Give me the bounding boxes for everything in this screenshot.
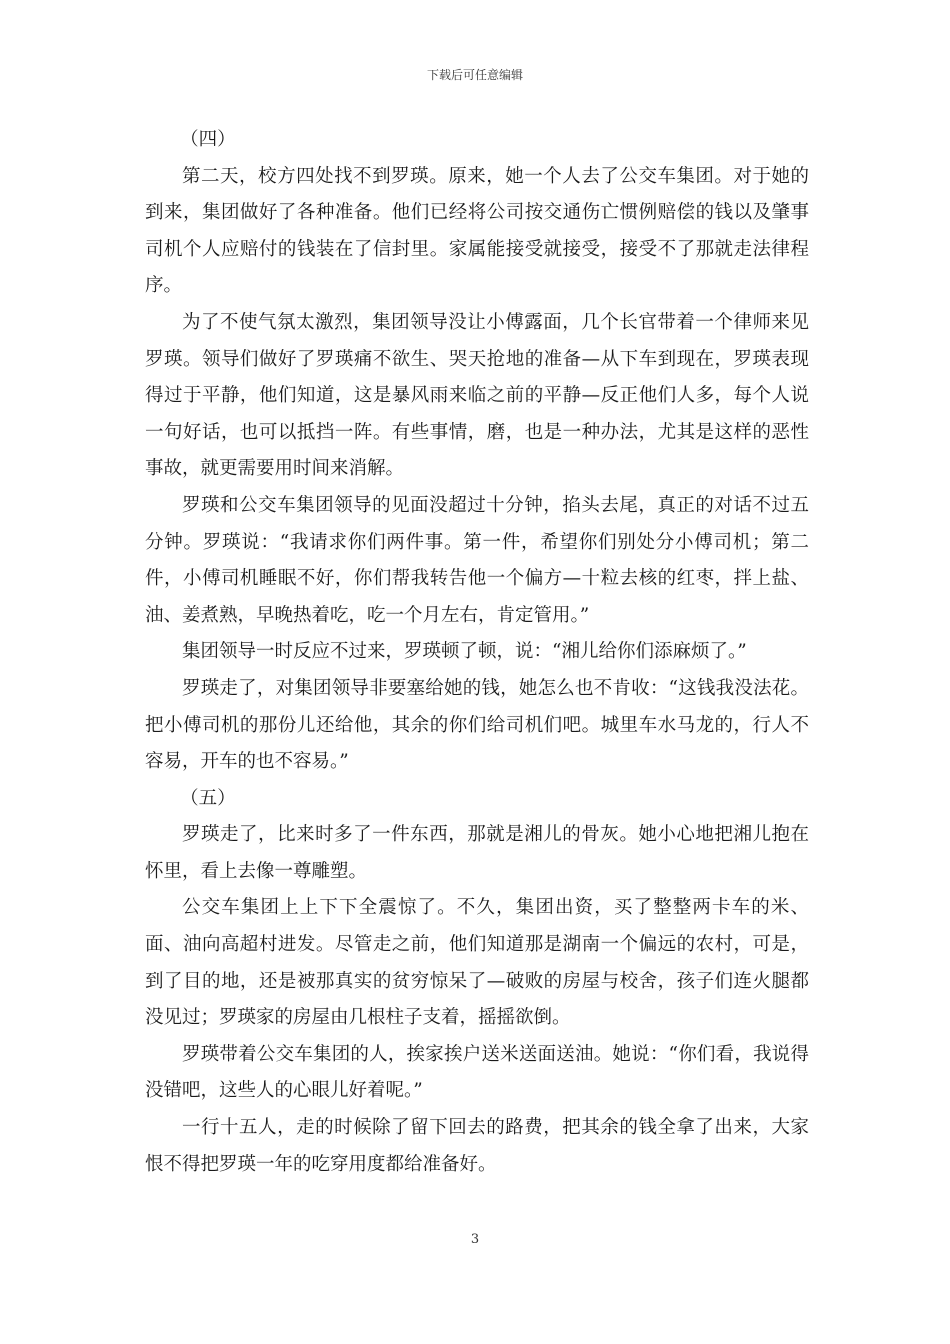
section-heading-five: （五） [180, 787, 236, 809]
section-heading-four: （四） [180, 129, 236, 150]
paragraph: 第二天，校方四处找不到罗瑛。原来，她一个人去了公交车集团。对于她的到来，集团做好了各种准备。他们已经将公司按交通伤亡惯例赔偿的钱以及肇事司机个人应赔付的钱装在了信封里。家属能接受就接受，接受不了那就走法律程序。 [145, 165, 809, 297]
document-body [145, 122, 809, 1183]
paragraph: 罗瑛走了，对集团领导非要塞给她的钱，她怎么也不肯收：“这钱我没法花。把小傅司机的那份儿还给他，其余的你们给司机们吧。城里车水马龙的，行人不容易，开车的也不容易。” [145, 677, 809, 773]
paragraph: 罗瑛走了，比来时多了一件东西，那就是湘儿的骨灰。她小心地把湘儿抱在怀里，看上去像一尊雕塑。 [145, 824, 809, 882]
paragraph: 一行十五人，走的时候除了留下回去的路费，把其余的钱全拿了出来，大家恨不得把罗瑛一年的吃穿用度都给准备好。 [145, 1117, 809, 1175]
paragraph: 公交车集团上上下下全震惊了。不久，集团出资，买了整整两卡车的米、面、油向高超村进发。尽管走之前，他们知道那是湖南一个偏远的农村，可是，到了目的地，还是被那真实的贫穷惊呆了—破败的房屋与校舍，孩子们连火腿都没见过；罗瑛家的房屋由几根柱子支着，摇摇欲倒。 [145, 897, 809, 1029]
page-header: 下载后可任意编辑 [426, 68, 523, 82]
paragraph: 集团领导一时反应不过来，罗瑛顿了顿，说：“湘儿给你们添麻烦了。” [182, 641, 747, 663]
paragraph: 罗瑛和公交车集团领导的见面没超过十分钟，掐头去尾，真正的对话不过五分钟。罗瑛说：“我请求你们两件事。第一件，希望你们别处分小傅司机；第二件，小傅司机睡眠不好，你们帮我转告他一个偏方—十粒去核的红枣，拌上盐、油、姜煮熟，早晚热着吃，吃一个月左右，肯定管用。” [145, 494, 809, 626]
page-number: 3 [470, 1232, 480, 1247]
paragraph: 罗瑛带着公交车集团的人，挨家挨户送米送面送油。她说：“你们看，我说得没错吧，这些人的心眼儿好着呢。” [145, 1043, 809, 1102]
paragraph: 为了不使气氛太激烈，集团领导没让小傅露面，几个长官带着一个律师来见罗瑛。领导们做好了罗瑛痛不欲生、哭天抢地的准备—从下车到现在，罗瑛表现得过于平静，他们知道，这是暴风雨来临之前的平静—反正他们人多，每个人说一句好话，也可以抵挡一阵。有些事情，磨，也是一种办法，尤其是这样的恶性事故，就更需要用时间来消解。 [145, 311, 809, 480]
